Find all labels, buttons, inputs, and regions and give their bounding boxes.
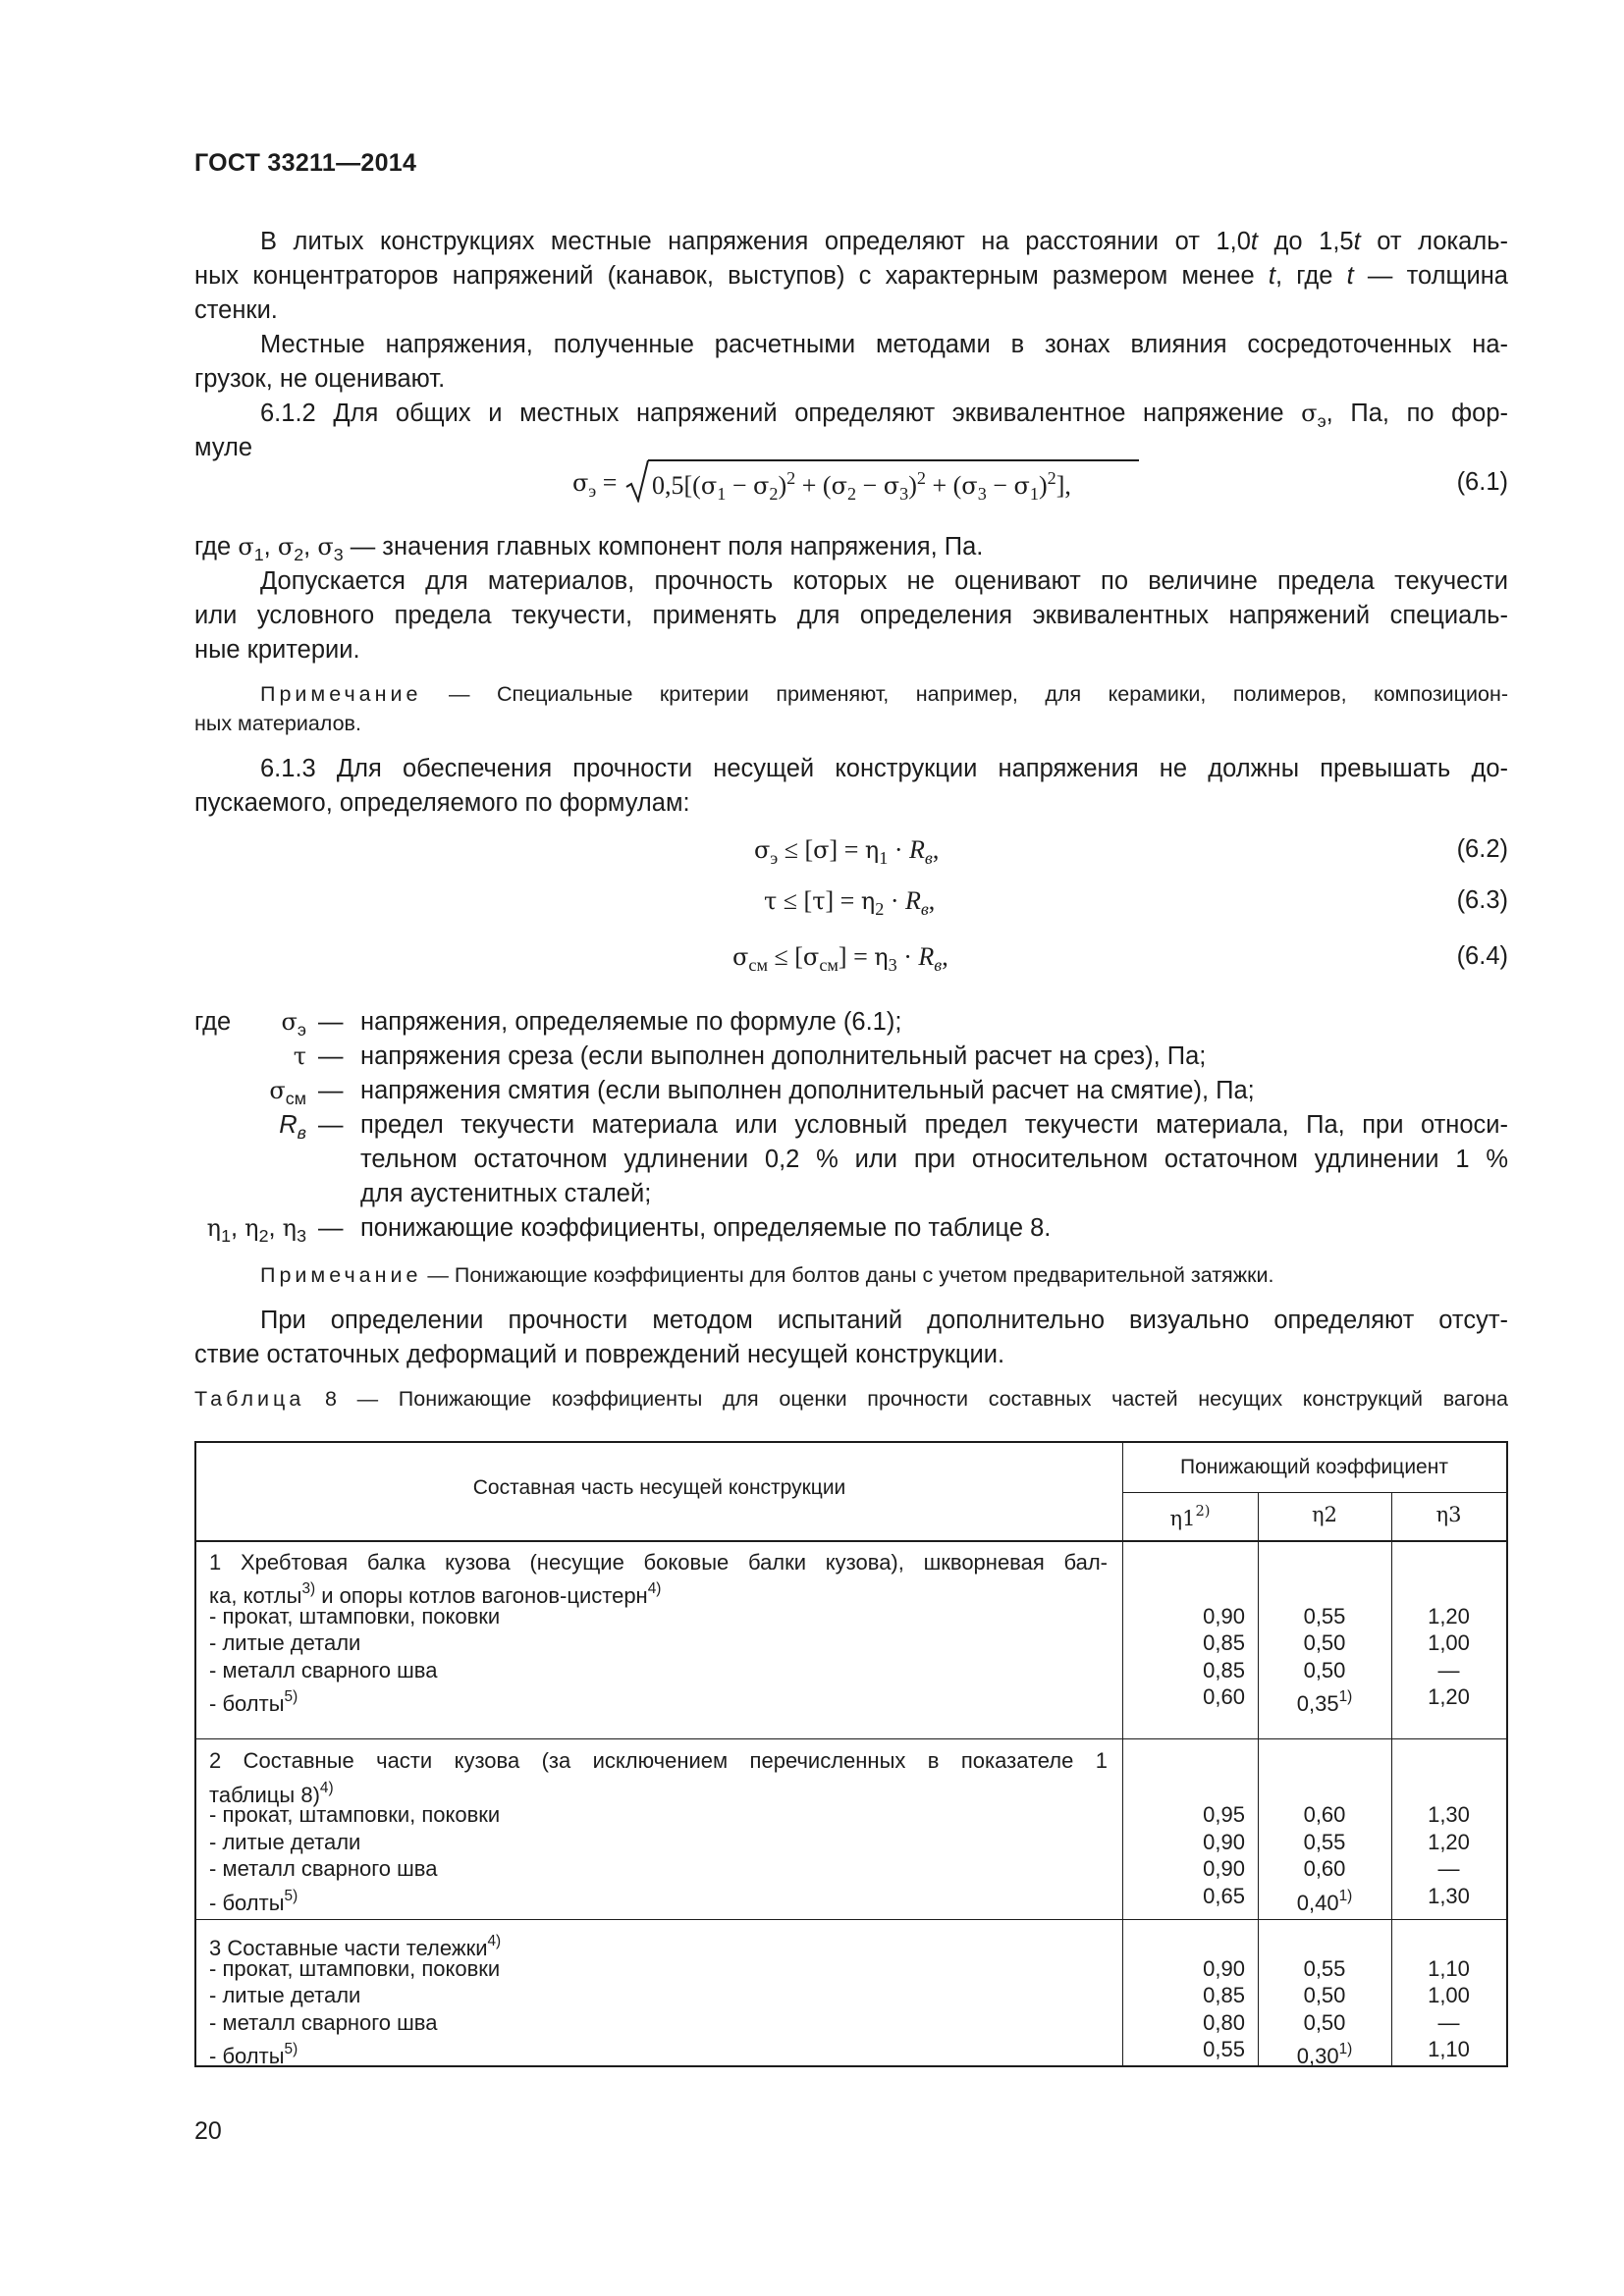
eta3-value: 1,20 — [1428, 1604, 1470, 1629]
eta1-value: 0,90 — [1203, 1856, 1245, 1881]
document-header: ГОСТ 33211—2014 — [194, 149, 417, 177]
eta1-value: 0,55 — [1203, 2037, 1245, 2061]
row-label: - болты$^{5)}$ — [209, 2041, 298, 2068]
where-symbol: $\eta_1$, $\eta_2$, $\eta_3$ — [206, 1214, 306, 1246]
eta3-value: 1,30 — [1428, 1802, 1470, 1827]
eta1-value: 0,95 — [1203, 1802, 1245, 1827]
eta3-value: 1,00 — [1428, 1630, 1470, 1655]
row-label: - прокат, штамповки, поковки — [209, 1604, 501, 1629]
where-word: где — [194, 1008, 232, 1036]
table-caption: Таблица 8 — Понижающие коэффициенты для оценки прочности составных частей несущих конструкций вагона — [194, 1387, 1508, 1411]
eta3-value: 1,20 — [1428, 1830, 1470, 1854]
where-principal-stresses: где $\sigma_1$, $\sigma_2$, $\sigma_3$ — значения главных компонент поля напряжения, Па. — [194, 533, 984, 564]
row-label: - металл сварного шва — [209, 1658, 438, 1682]
text-line: ных концентраторов напряжений (канавок, выступов) с характерным размером менее t, где t — толщина — [194, 262, 1508, 290]
eta2-value: 0,50 — [1303, 1658, 1346, 1682]
header-eta1: η1$^{2)}$ — [1169, 1503, 1211, 1530]
eta3-value: — — [1437, 1856, 1460, 1881]
eta2-value: 0,60 — [1303, 1802, 1346, 1827]
row-label: - литые детали — [209, 1630, 361, 1655]
eta2-value: 0,60 — [1303, 1856, 1346, 1881]
formula-lhs: $\sigma_э$ = — [572, 468, 618, 501]
eta2-value: 0,50 — [1303, 1630, 1346, 1655]
text-line: муле — [194, 434, 253, 461]
row-divider — [1122, 1492, 1506, 1493]
eta3-value: 1,10 — [1428, 1956, 1470, 1981]
section-title: 2 Составные части кузова (за исключением перечисленных в показателе 1 — [209, 1748, 1108, 1773]
eta2-value: 0,50 — [1303, 2010, 1346, 2035]
text-line: 6.1.3 Для обеспечения прочности несущей конструкции напряжения не должны превышать до- — [260, 755, 1508, 782]
section-title: таблицы 8)$^{4)}$ — [209, 1780, 334, 1807]
row-label: - литые детали — [209, 1983, 361, 2007]
row-label: - болты$^{5)}$ — [209, 1888, 298, 1915]
where-text: напряжения, определяемые по формуле (6.1); — [360, 1008, 902, 1036]
text-line: В литых конструкциях местные напряжения определяют на расстоянии от 1,0t до 1,5t от локаль- — [260, 228, 1508, 255]
row-label: - прокат, штамповки, поковки — [209, 1956, 501, 1981]
text-line: ные критерии. — [194, 636, 360, 664]
note-label: Примечание — [260, 682, 422, 706]
eta3-value: — — [1437, 2010, 1460, 2035]
where-dash: — — [318, 1077, 344, 1104]
formula-number: (6.3) — [1456, 886, 1508, 914]
formula-number: (6.1) — [1456, 468, 1508, 496]
text-line: При определении прочности методом испытаний дополнительно визуально определяют отсут- — [260, 1307, 1508, 1334]
eta1-value: 0,65 — [1203, 1884, 1245, 1908]
eta3-value: — — [1437, 1658, 1460, 1682]
where-text: тельном остаточном удлинении 0,2 % или при относительном остаточном удлинении 1 % — [360, 1146, 1508, 1173]
formula-number: (6.2) — [1456, 835, 1508, 863]
row-label: - металл сварного шва — [209, 2010, 438, 2035]
row-divider — [196, 1919, 1506, 1920]
text-line: грузок, не оценивают. — [194, 365, 446, 393]
formula-text: $\sigma_э \le [\sigma] = \eta_1 \cdot R_в$, — [754, 835, 940, 868]
eta1-value: 0,90 — [1203, 1830, 1245, 1854]
table-8 — [194, 1441, 1508, 2067]
where-dash: — — [318, 1214, 344, 1242]
row-label: - болты$^{5)}$ — [209, 1688, 298, 1716]
where-dash: — — [318, 1042, 344, 1070]
where-symbol: $\sigma_{см}$ — [269, 1077, 306, 1108]
header-divider — [196, 1540, 1506, 1542]
eta2-value: 0,55 — [1303, 1604, 1346, 1629]
where-text: напряжения смятия (если выполнен дополнительный расчет на смятие), Па; — [360, 1077, 1255, 1104]
eta2-value: 0,50 — [1303, 1983, 1346, 2007]
eta3-value: 1,30 — [1428, 1884, 1470, 1908]
text-line: Допускается для материалов, прочность которых не оценивают по величине предела текучести — [260, 567, 1508, 595]
text-line: стенки. — [194, 296, 278, 324]
text-line: 6.1.2 Для общих и местных напряжений определяют эквивалентное напряжение $\sigma_э$, Па, по фор- — [260, 400, 1508, 431]
formula-number: (6.4) — [1456, 942, 1508, 970]
text-line: ствие остаточных деформаций и повреждений несущей конструкции. — [194, 1341, 1005, 1368]
eta1-value: 0,90 — [1203, 1604, 1245, 1629]
eta2-value: 0,55 — [1303, 1956, 1346, 1981]
where-symbol: τ — [293, 1042, 306, 1070]
where-dash: — — [318, 1111, 344, 1139]
sqrt-sign — [625, 459, 649, 503]
eta2-value: 0,30$^{1)}$ — [1296, 2041, 1353, 2068]
eta1-value: 0,90 — [1203, 1956, 1245, 1981]
where-text: понижающие коэффициенты, определяемые по таблице 8. — [360, 1214, 1052, 1242]
eta3-value: 1,10 — [1428, 2037, 1470, 2061]
row-label: - литые детали — [209, 1830, 361, 1854]
eta1-value: 0,85 — [1203, 1983, 1245, 2007]
row-label: - прокат, штамповки, поковки — [209, 1802, 501, 1827]
formula-text: $\sigma_{см} \le [\sigma_{см}] = \eta_3 \cdot R_в$, — [732, 942, 948, 975]
text-line: Местные напряжения, полученные расчетными методами в зонах влияния сосредоточенных на- — [260, 331, 1508, 358]
eta1-value: 0,85 — [1203, 1658, 1245, 1682]
section-title: ка, котлы$^{3)}$ и опоры котлов вагонов-цистерн$^{4)}$ — [209, 1580, 662, 1608]
header-eta2: η2 — [1312, 1503, 1337, 1526]
formula-radicand: $0,5[(\sigma_1 - \sigma_2)^2 + (\sigma_2 - \sigma_3)^2 + (\sigma_3 - \sigma_1)^2]$, — [652, 468, 1071, 504]
eta3-value: 1,00 — [1428, 1983, 1470, 2007]
eta1-value: 0,60 — [1203, 1684, 1245, 1709]
eta2-value: 0,40$^{1)}$ — [1296, 1888, 1353, 1915]
where-dash: — — [318, 1008, 344, 1036]
where-text: напряжения среза (если выполнен дополнительный расчет на срез), Па; — [360, 1042, 1207, 1070]
row-divider — [196, 1738, 1506, 1739]
eta1-value: 0,85 — [1203, 1630, 1245, 1655]
table-caption-label: Таблица — [194, 1387, 305, 1411]
eta2-value: 0,35$^{1)}$ — [1296, 1688, 1353, 1716]
where-text: предел текучести материала или условный предел текучести материала, Па, при относи- — [360, 1111, 1508, 1139]
note-line: Примечание — Специальные критерии применяют, например, для керамики, полимеров, композицион- — [260, 682, 1508, 706]
where-symbol: $R_в$ — [279, 1111, 306, 1143]
text-line: или условного предела текучести, применять для определения эквивалентных напряжений специаль- — [194, 602, 1508, 629]
eta1-value: 0,80 — [1203, 2010, 1245, 2035]
note-bolts: Примечание — Понижающие коэффициенты для болтов даны с учетом предварительной затяжки. — [260, 1263, 1274, 1287]
where-text: для аустенитных сталей; — [360, 1180, 652, 1207]
where-symbol: $\sigma_э$ — [281, 1008, 306, 1040]
eta3-value: 1,20 — [1428, 1684, 1470, 1709]
header-coefficient: Понижающий коэффициент — [1180, 1456, 1448, 1478]
note-label: Примечание — [260, 1263, 422, 1287]
header-eta3: η3 — [1435, 1503, 1462, 1526]
note-line: ных материалов. — [194, 712, 361, 735]
text-line: пускаемого, определяемого по формулам: — [194, 789, 690, 817]
section-title: 3 Составные части тележки$^{4)}$ — [209, 1933, 502, 1960]
header-part: Составная часть несущей конструкции — [472, 1476, 846, 1499]
formula-text: $\tau \le [\tau] = \eta_2 \cdot R_в$, — [764, 886, 936, 919]
row-label: - металл сварного шва — [209, 1856, 438, 1881]
section-title: 1 Хребтовая балка кузова (несущие боковые балки кузова), шкворневая бал- — [209, 1550, 1108, 1575]
eta2-value: 0,55 — [1303, 1830, 1346, 1854]
page-number: 20 — [194, 2117, 222, 2145]
sqrt-bar — [648, 459, 1139, 461]
